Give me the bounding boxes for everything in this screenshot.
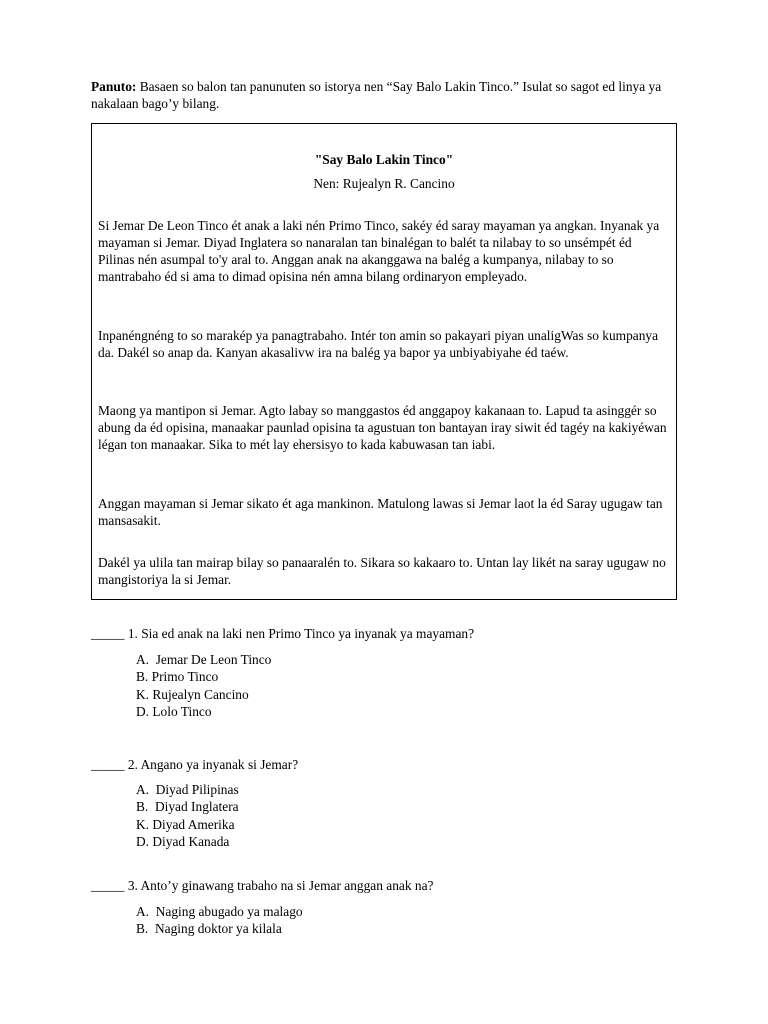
- question-3: _____ 3. Anto’y ginawang trabaho na si Jemar anggan anak na?: [91, 878, 434, 893]
- instructions-label: Panuto:: [91, 79, 137, 94]
- story-paragraph-1: Si Jemar De Leon Tinco ét anak a laki nén Primo Tinco, sakéy éd saray mayaman ya angkan. Inyanak ya mayaman si Jemar. Diyad Inglatera so nanaralan tan binalégan to balét ta nilabay to so unsémpét éd Pilinas nén asumpal to'y aral to. Anggan anak na akanggawa na balég a kumpanya, nilabay to so mantrabaho éd si ama to dimad opisina nén amna bilang ordinaryon empleyado.: [98, 218, 660, 284]
- story-paragraph-3: Maong ya mantipon si Jemar. Agto labay so manggastos éd anggapoy kakanaan to. Lapud ta asinggér so abung da éd opisina, manaakar paunlad opisina ta agustuan ton bantayan iray siwit éd tagéy na kakiyéwan légan ton manaakar. Sika to mét lay ehersisyo to kada kabuwasan tan iabi.: [98, 403, 667, 452]
- question-2-option-a: A. Diyad Pilipinas: [136, 782, 239, 797]
- question-2-options: [136, 781, 239, 850]
- question-2: _____ 2. Angano ya inyanak si Jemar?: [91, 757, 299, 772]
- story-author: Nen: Rujealyn R. Cancino: [313, 176, 455, 191]
- question-1-option-d: D. Lolo Tinco: [136, 703, 212, 719]
- story-box: [91, 123, 677, 600]
- question-1-options: [136, 651, 271, 720]
- story-paragraph-2: Inpanéngnéng to so marakép ya panagtrabaho. Intér ton amin so pakayari piyan unaligWas so kumpanya da. Dakél so anap da. Kanyan akasalivw ira na balég ya bapor ya unbiyabiyahe éd taéw.: [98, 328, 659, 360]
- question-1-option-a: A. Jemar De Leon Tinco: [136, 652, 272, 667]
- question-1: _____ 1. Sia ed anak na laki nen Primo Tinco ya inyanak ya mayaman?: [91, 626, 475, 641]
- instructions-text: Basaen so balon tan panunuten so istorya nen “Say Balo Lakin Tinco.” Isulat so sagot ed linya ya nakalaan bago’y bilang.: [91, 79, 662, 111]
- story-title: "Say Balo Lakin Tinco": [314, 152, 454, 167]
- story-paragraph-5: Dakél ya ulila tan mairap bilay so panaaralén to. Sikara so kakaaro to. Untan lay likét na saray ugugaw no mangistoriya la si Jemar.: [98, 555, 666, 587]
- story-paragraph-4: Anggan mayaman si Jemar sikato ét aga mankinon. Matulong lawas si Jemar laot la éd Saray ugugaw tan mansasakit.: [98, 496, 663, 528]
- question-3-option-a: A. Naging abugado ya malago: [136, 904, 303, 919]
- question-2-option-d: D. Diyad Kanada: [136, 833, 230, 849]
- question-3-options: [136, 903, 303, 938]
- question-2-option-b: B. Diyad Inglatera: [136, 799, 239, 815]
- question-1-option-k: K. Rujealyn Cancino: [136, 686, 249, 702]
- instructions: [91, 78, 681, 112]
- question-1-option-b: B. Primo Tinco: [136, 669, 219, 685]
- question-2-option-k: K. Diyad Amerika: [136, 816, 235, 832]
- question-3-option-b: B. Naging doktor ya kilala: [136, 921, 282, 937]
